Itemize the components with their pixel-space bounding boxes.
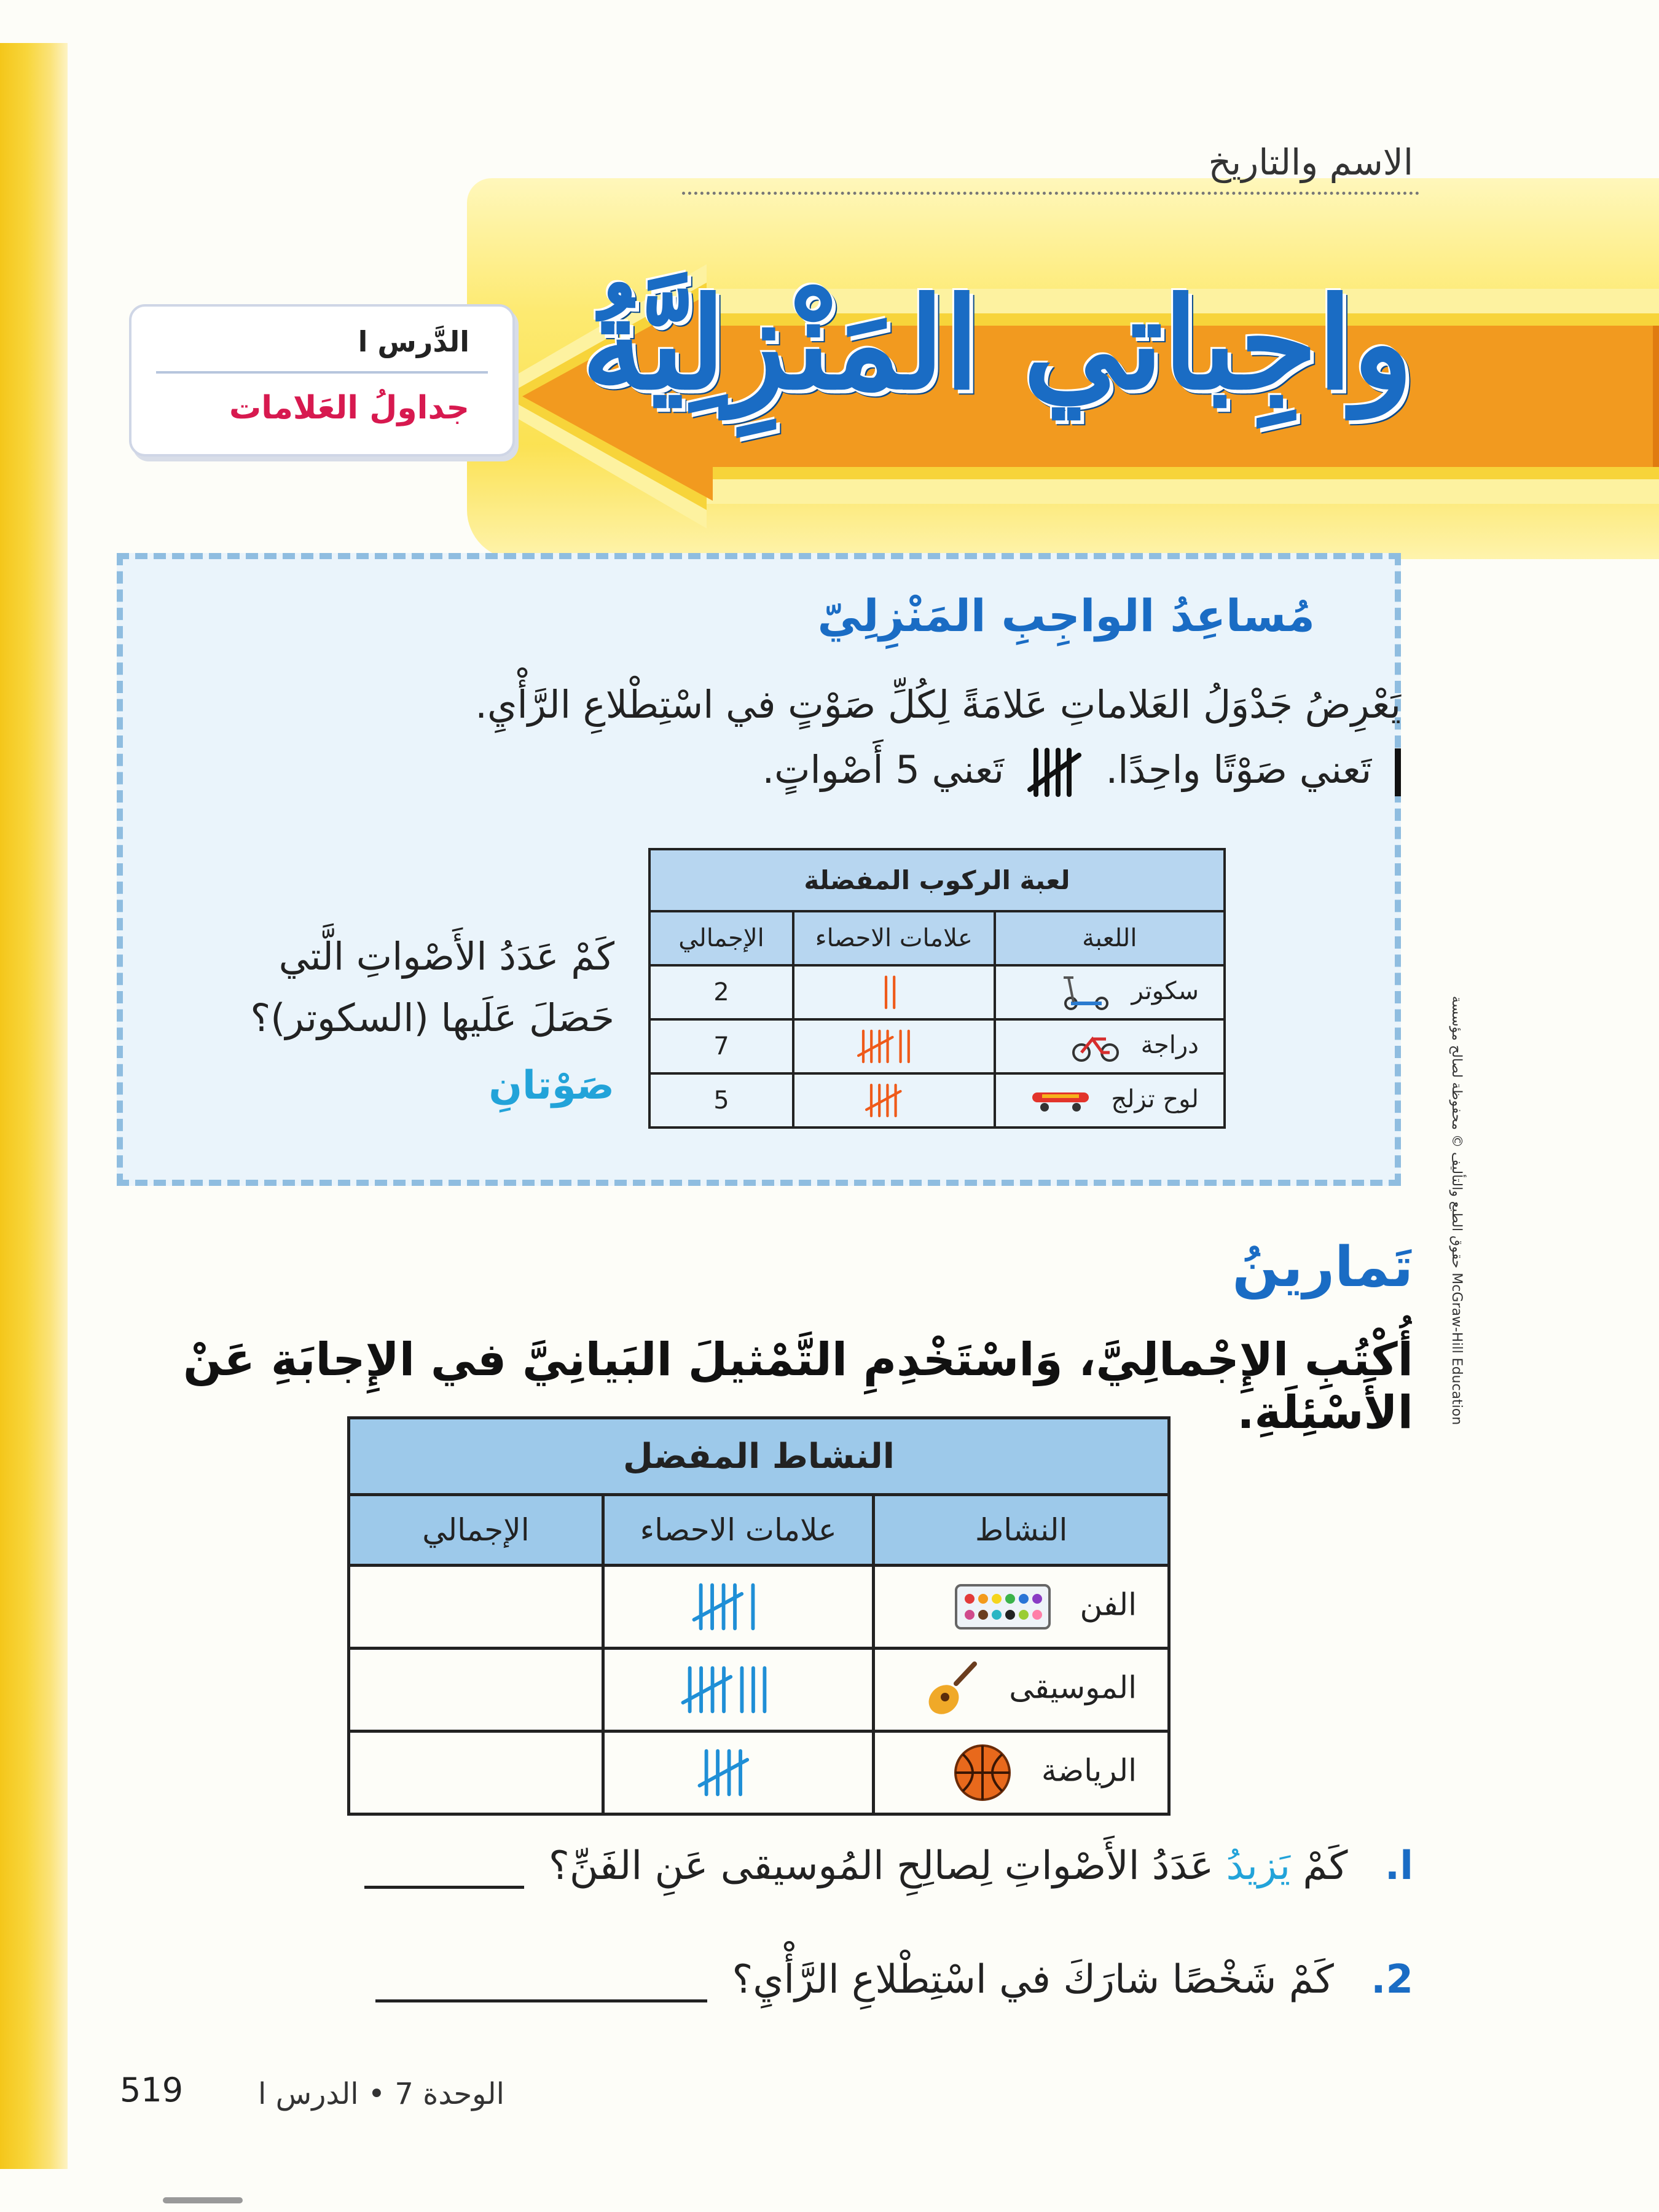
copyright-text: حقوق الطبع والتأليف © محفوظة لصالح مؤسسة McGraw-Hill Education: [1449, 995, 1464, 1426]
tally-marks: [682, 1664, 795, 1716]
question-number: ا.: [1384, 1843, 1413, 1889]
table-row: [649, 1019, 1225, 1073]
activity-header-tally: علامات الاحصاء: [603, 1495, 874, 1566]
helper-explanation-line1: يَعْرِضُ جَدْوَلُ العَلاماتِ عَلامَةً لِكُلِّ صَوْتٍ في اسْتِطْلاعِ الرَّأْيِ.: [475, 682, 1401, 727]
page-number: 519: [120, 2071, 184, 2109]
question-text-b: عَدَدُ الأَصْواتِ لِصالِحِ المُوسيقى عَنِ الفَنِّ؟: [548, 1843, 1226, 1889]
decorative-crayon-strip: [0, 43, 68, 2169]
example-row-name: [995, 1019, 1225, 1073]
example-row-total: 7: [649, 1019, 793, 1073]
lesson-number: الدَّرس ا: [358, 325, 469, 358]
example-header-tally: علامات الاحصاء: [793, 911, 995, 965]
activity-header-total: الإجمالي: [349, 1495, 603, 1566]
question-text-a: كَمْ: [1290, 1843, 1348, 1889]
activity-row-tally: [603, 1566, 874, 1649]
question-number: 2.: [1371, 1957, 1413, 2002]
table-row: [649, 1073, 1225, 1128]
helper-title: مُساعِدُ الواجِبِ المَنْزِلِيّ: [817, 590, 1315, 641]
answer-blank-1[interactable]: [364, 1886, 524, 1889]
basketball-icon: [952, 1742, 1013, 1803]
tally-marks: [880, 974, 908, 1011]
activity-row-name: [874, 1732, 1169, 1814]
example-row-tally: [793, 965, 995, 1019]
lesson-topic: جداولُ العَلامات: [229, 390, 469, 426]
example-row-tally: [793, 1073, 995, 1128]
table-row: [349, 1566, 1169, 1649]
scooter-icon: [1062, 974, 1112, 1011]
answer-blank-2[interactable]: [375, 1999, 707, 2002]
example-tally-table: [648, 848, 1226, 1129]
table-row: [649, 965, 1225, 1019]
scroll-indicator[interactable]: [163, 2197, 243, 2203]
lesson-box: [129, 304, 515, 457]
example-row-label: دراجة: [1140, 1031, 1199, 1059]
example-row-tally: [793, 1019, 995, 1073]
tally-marks: [858, 1028, 930, 1065]
name-date-label: الاسم والتاريخ: [1208, 141, 1413, 183]
activity-row-label: الرياضة: [1041, 1752, 1137, 1789]
table-row: [349, 1649, 1169, 1732]
skateboard-icon: [1030, 1085, 1091, 1116]
helper-five-votes-text: تَعني 5 أَصْواتٍ.: [762, 747, 1005, 793]
five-tally-icon: [1027, 747, 1083, 798]
example-header-item: اللعبة: [995, 911, 1225, 965]
paint-palette-icon: [954, 1579, 1052, 1634]
activity-row-tally: [603, 1649, 874, 1732]
example-row-name: [995, 1073, 1225, 1128]
helper-question-line1: كَمْ عَدَدُ الأَصْواتِ الَّتي: [278, 934, 614, 979]
example-row-label: لوح تزلج: [1111, 1085, 1199, 1113]
activity-table-caption: النشاط المفضل: [349, 1418, 1169, 1495]
lesson-divider: [156, 371, 488, 374]
activity-row-total-input[interactable]: [349, 1649, 603, 1732]
example-row-label: سكوتر: [1131, 977, 1199, 1005]
tally-marks: [866, 1082, 922, 1119]
copyright-notice: [1449, 995, 1493, 1985]
question-highlight: يَزيدُ: [1226, 1843, 1290, 1889]
tally-marks: [693, 1581, 783, 1633]
activity-row-label: الفن: [1080, 1586, 1137, 1623]
unit-lesson-label: الوحدة 7 • الدرس ا: [258, 2077, 504, 2111]
activity-row-total-input[interactable]: [349, 1566, 603, 1649]
table-row: [349, 1732, 1169, 1814]
guitar-icon: [919, 1659, 981, 1720]
example-header-total: الإجمالي: [649, 911, 793, 965]
example-table-caption: لعبة الركوب المفضلة: [649, 849, 1225, 911]
activity-header-item: النشاط: [874, 1495, 1169, 1566]
helper-one-vote-text: تَعني صَوْتًا واحِدًا.: [1105, 747, 1372, 793]
single-tally-icon: [1395, 748, 1401, 796]
example-row-total: 2: [649, 965, 793, 1019]
activity-row-tally: [603, 1732, 874, 1814]
question-text-a: كَمْ شَخْصًا شارَكَ في اسْتِطْلاعِ الرَّأْيِ؟: [732, 1957, 1334, 2002]
helper-question-line2: حَصَلَ عَلَيها (السكوتر)؟: [250, 995, 614, 1040]
helper-answer: صَوْتانِ: [488, 1063, 614, 1108]
exercises-instruction: أُكْتُبِ الإِجْمالِيَّ، وَاسْتَخْدِمِ التَّمْثيلَ البَيانِيَّ في الإِجابَةِ عَنْ الأَسْئِلَةِ.: [182, 1333, 1413, 1439]
question-1: [364, 1843, 1414, 1889]
bicycle-icon: [1072, 1028, 1121, 1065]
activity-row-total-input[interactable]: [349, 1732, 603, 1814]
activity-row-name: [874, 1566, 1169, 1649]
activity-tally-table: [347, 1416, 1171, 1816]
name-date-line: [682, 192, 1419, 195]
example-row-total: 5: [649, 1073, 793, 1128]
activity-row-label: الموسيقى: [1009, 1669, 1137, 1706]
exercises-title: تَمارينُ: [1232, 1235, 1413, 1300]
question-2: [375, 1957, 1413, 2002]
helper-explanation-line2: [762, 747, 1401, 798]
example-row-name: [995, 965, 1225, 1019]
tally-marks: [699, 1747, 778, 1798]
activity-row-name: [874, 1649, 1169, 1732]
page-title: واجِباتي المَنْزِلِيَّةُ: [581, 270, 1413, 418]
